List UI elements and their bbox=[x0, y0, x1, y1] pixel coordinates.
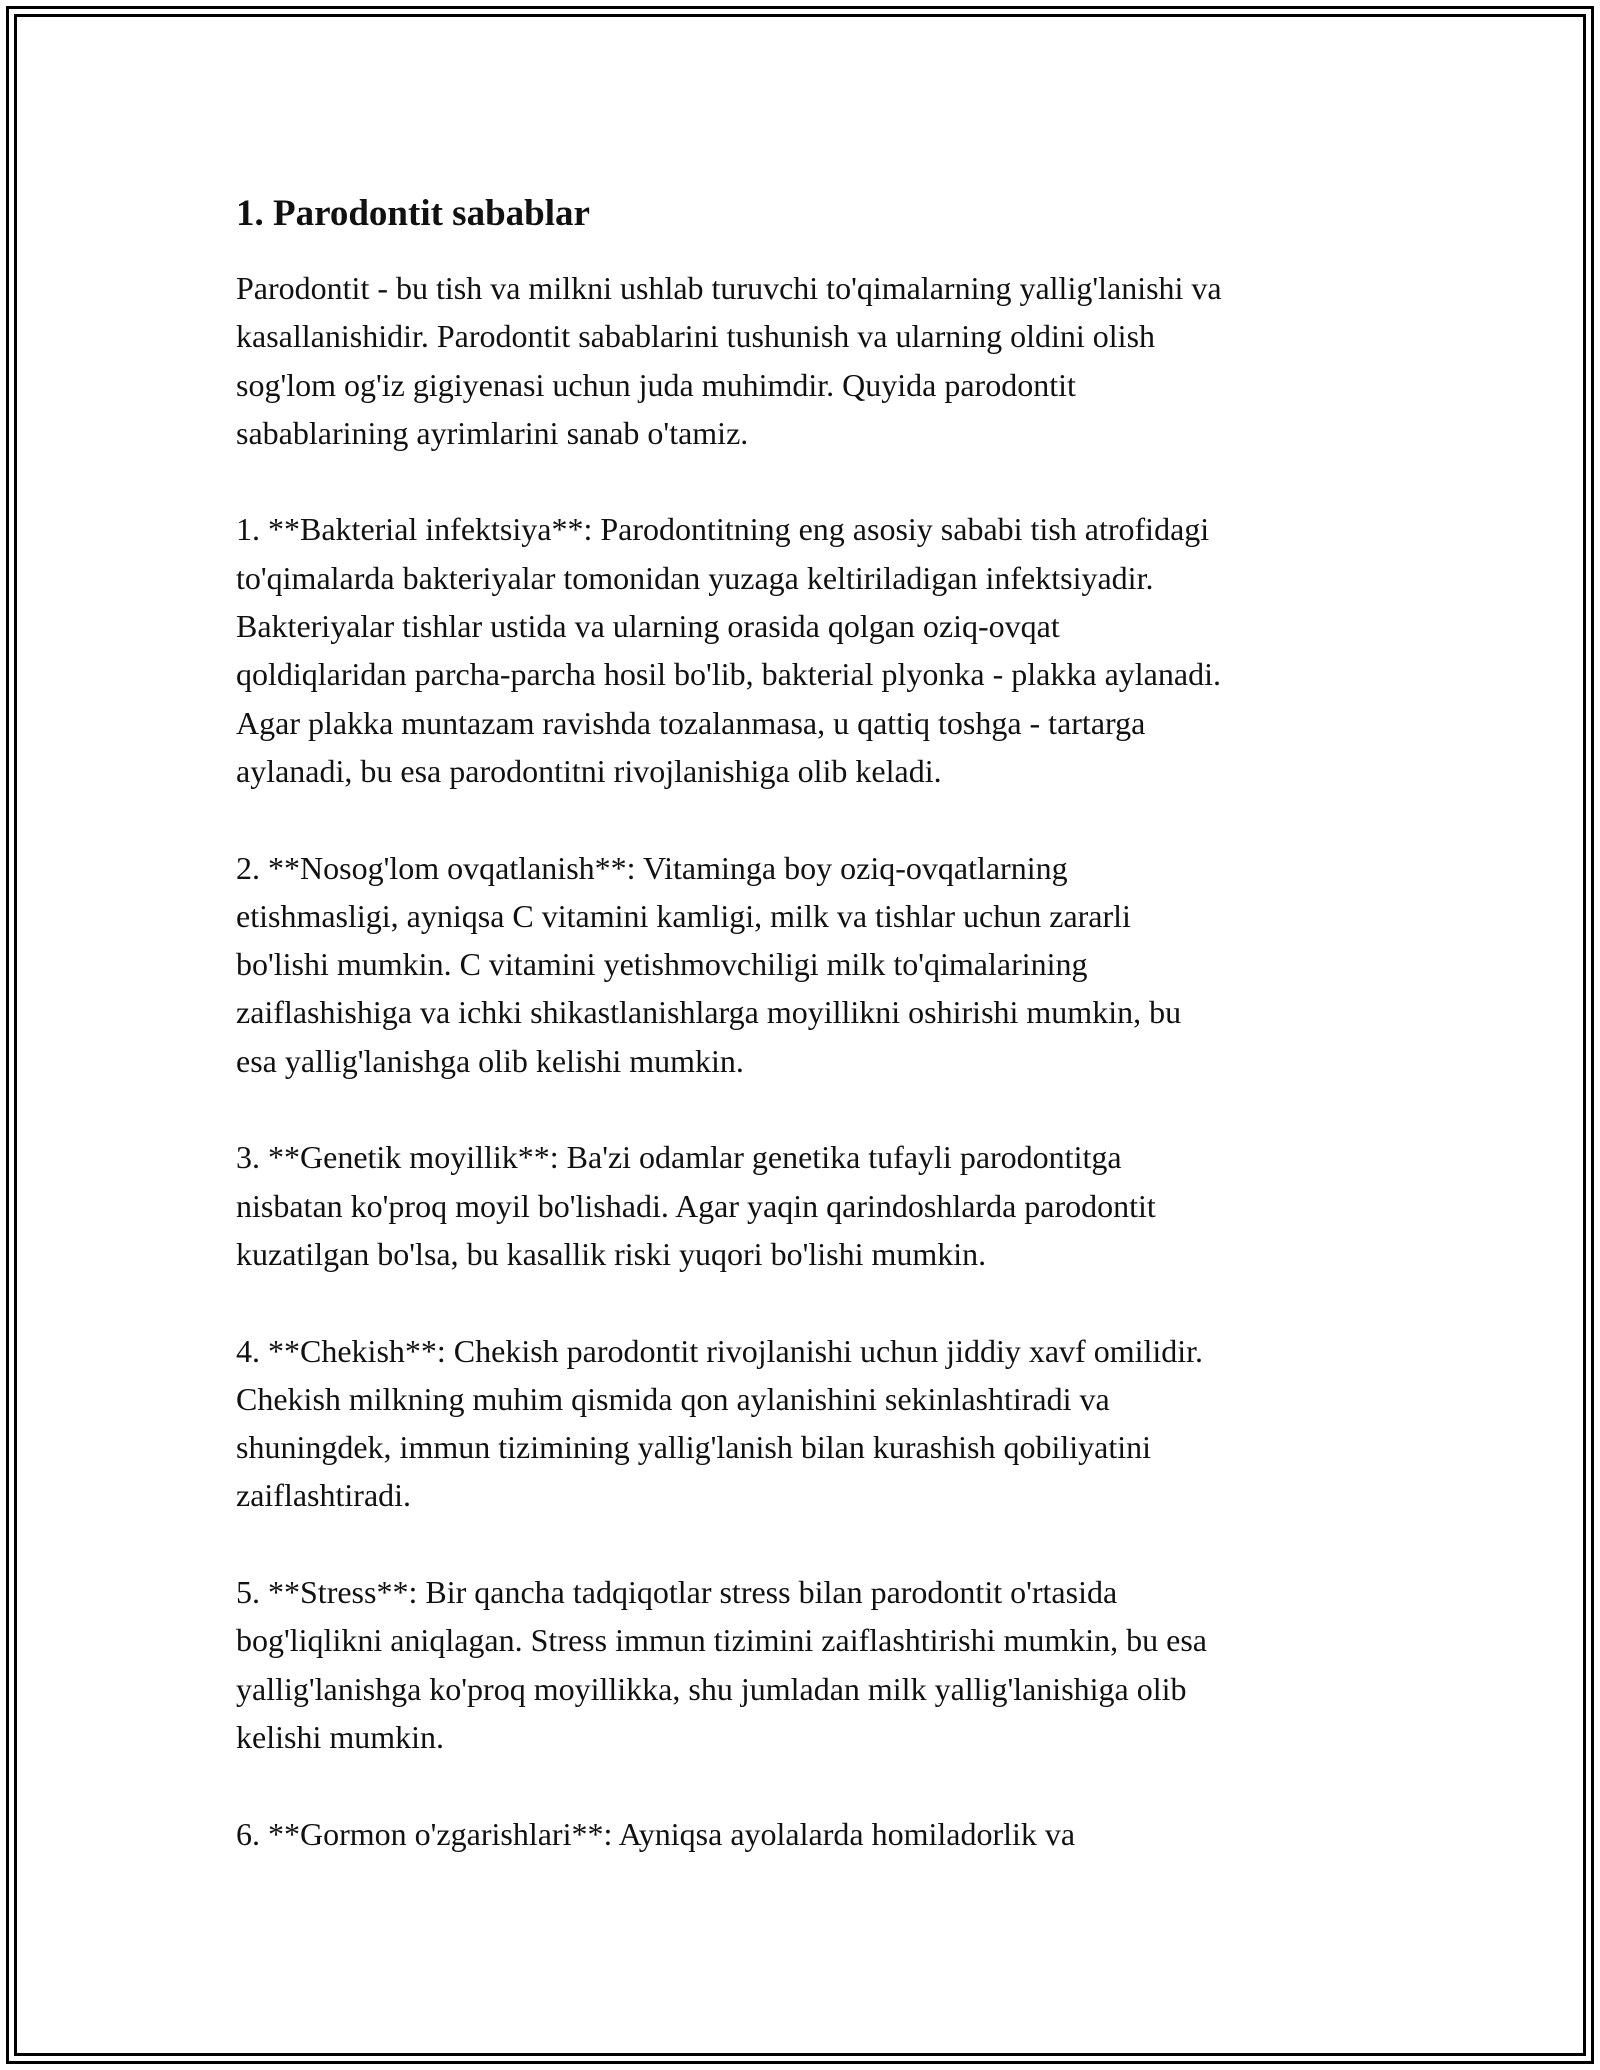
cause-unhealthy-diet: 2. **Nosog'lom ovqatlanish**: Vitaminga boy oziq-ovqatlarning etishmasligi, ayniqsa C vitamini kamligi, milk va tishlar uchun zararli bo'lishi mumkin. C vitamini yetishmovchiligi milk to'qimalarining zaiflashishiga va ichki shikastlanishlarga moyillikni oshirishi mumkin, bu esa yallig'lanishga olib kelishi mumkin. bbox=[236, 849, 1182, 1079]
cause-genetic-predisposition: 3. **Genetik moyillik**: Ba'zi odamlar genetika tufayli parodontitga nisbatan ko'proq moyil bo'lishadi. Agar yaqin qarindoshlarda parodontit kuzatilgan bo'lsa, bu kasallik riski yuqori bo'lishi mumkin. bbox=[236, 1139, 1156, 1272]
document-heading: 1. Parodontit sabablar bbox=[236, 193, 590, 234]
cause-bacterial-infection: 1. **Bakterial infektsiya**: Parodontitning eng asosiy sababi tish atrofidagi to'qimalarda bakteriyalar tomonidan yuzaga keltiriladigan infektsiyadir. Bakteriyalar tishlar ustida va ularning orasida qolgan oziq-ovqat qoldiqlaridan parcha-parcha hosil bo'lib, bakterial plyonka - plakka aylanadi. Agar plakka muntazam ravishda tozalanmasa, u qattiq toshga - tartarga aylanadi, bu esa parodontitni rivojlanishiga olib keladi. bbox=[236, 511, 1221, 789]
intro-paragraph: Parodontit - bu tish va milkni ushlab turuvchi to'qimalarning yallig'lanishi va kasallanishidir. Parodontit sabablarini tushunish va ularning oldini olish sog'lom og'iz gigiyenasi uchun juda muhimdir. Quyida parodontit sabablarining ayrimlarini sanab o'tamiz. bbox=[236, 270, 1222, 451]
cause-smoking: 4. **Chekish**: Chekish parodontit rivojlanishi uchun jiddiy xavf omilidir. Chekish milkning muhim qismida qon aylanishini sekinlashtiradi va shuningdek, immun tizimining yallig'lanish bilan kurashish qobiliyatini zaiflashtiradi. bbox=[236, 1332, 1204, 1514]
document-body bbox=[236, 190, 1376, 1906]
cause-hormonal-changes: 6. **Gormon o'zgarishlari**: Ayniqsa ayolalarda homiladorlik va bbox=[236, 1815, 1076, 1852]
cause-stress: 5. **Stress**: Bir qancha tadqiqotlar stress bilan parodontit o'rtasida bog'liqlikni aniqlagan. Stress immun tizimini zaiflashtirishi mumkin, bu esa yallig'lanishga ko'proq moyillikka, shu jumladan milk yallig'lanishiga olib kelishi mumkin. bbox=[236, 1574, 1207, 1755]
